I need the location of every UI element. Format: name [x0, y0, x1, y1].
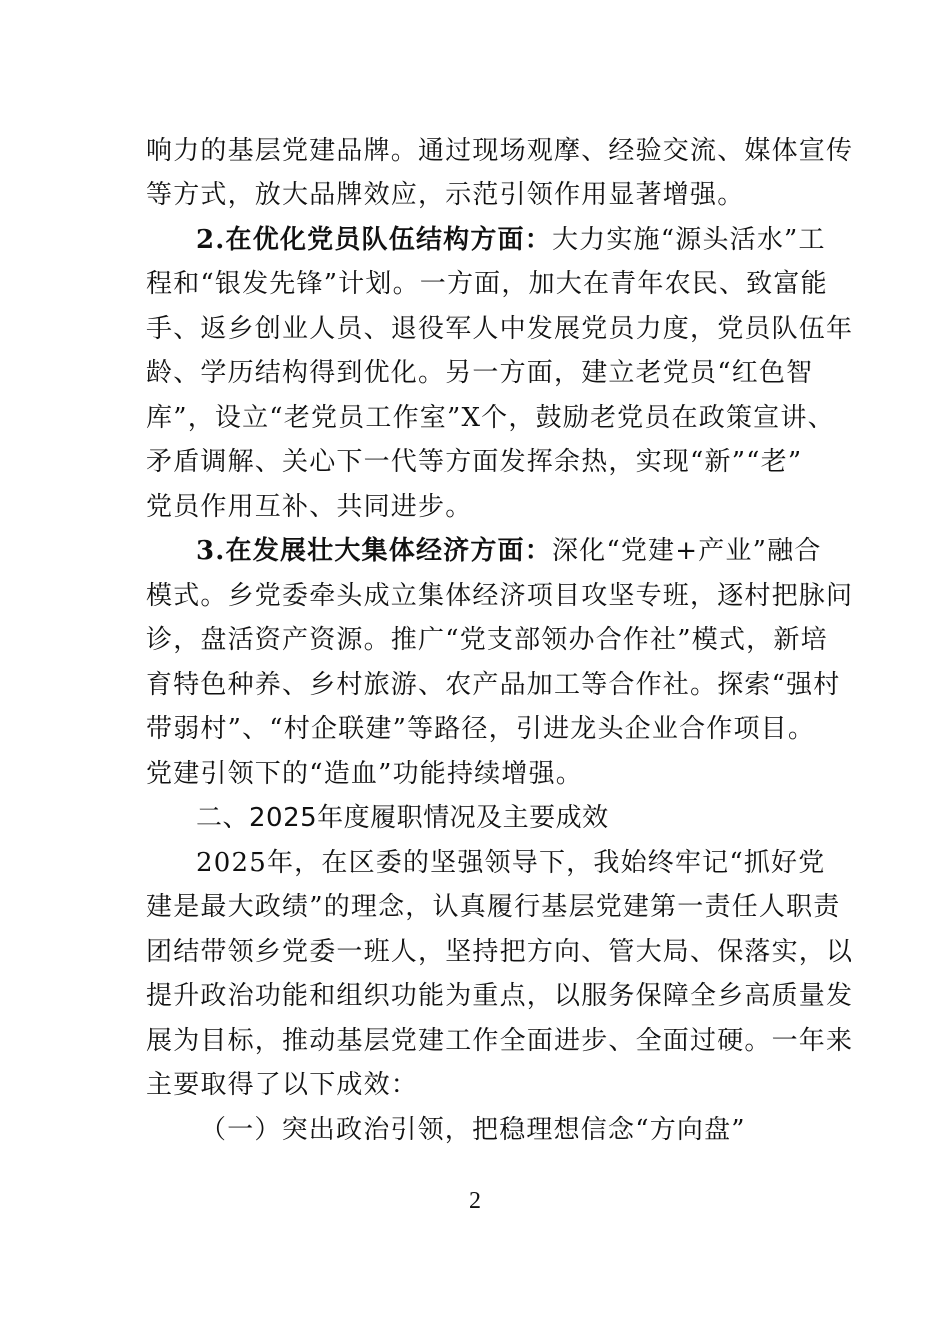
paragraph-3-heading: 3.在发展壮大集体经济方面： [196, 536, 552, 566]
text-line: 带弱村”、“村企联建”等路径，引进龙头企业合作项目。 [146, 714, 816, 744]
text-line: 等方式，放大品牌效应，示范引领作用显著增强。 [146, 180, 745, 210]
text-line: 提升政治功能和组织功能为重点，以服务保障全乡高质量发 [146, 981, 854, 1011]
paragraph-2-heading: 2.在优化党员队伍结构方面： [196, 225, 552, 255]
text-line: 展为目标，推动基层党建工作全面进步、全面过硬。一年来 [146, 1026, 854, 1056]
text-line: 程和“银发先锋”计划。一方面，加大在青年农民、致富能 [146, 269, 828, 299]
text-line: 党员作用互补、共同进步。 [146, 492, 473, 522]
text-line: 育特色种养、乡村旅游、农产品加工等合作社。探索“强村 [146, 670, 841, 700]
section-heading: 二、2025年度履职情况及主要成效 [196, 803, 609, 833]
paragraph-2-first-line [196, 225, 826, 255]
text-line: 2025年，在区委的坚强领导下，我始终牢记“抓好党 [196, 848, 826, 878]
paragraph-3-first-line [196, 536, 822, 566]
text-line: 响力的基层党建品牌。通过现场观摩、经验交流、媒体宣传 [146, 136, 854, 166]
text-line: 手、返乡创业人员、退役军人中发展党员力度，党员队伍年 [146, 314, 854, 344]
text-line: 建是最大政绩”的理念，认真履行基层党建第一责任人职责 [146, 892, 841, 922]
paragraph-2-text: 大力实施“源头活水”工 [551, 225, 826, 255]
text-line: 主要取得了以下成效： [146, 1070, 419, 1100]
subsection-heading: （一）突出政治引领，把稳理想信念“方向盘” [200, 1115, 746, 1145]
text-line: 党建引领下的“造血”功能持续增强。 [146, 759, 583, 789]
text-line: 团结带领乡党委一班人，坚持把方向、管大局、保落实，以 [146, 937, 854, 967]
text-line: 库”，设立“老党员工作室”X个，鼓励老党员在政策宣讲、 [146, 403, 835, 433]
paragraph-3-text: 深化“党建+产业”融合 [551, 536, 822, 566]
text-line: 诊，盘活资产资源。推广“党支部领办合作社”模式，新培 [146, 625, 828, 655]
text-line: 龄、学历结构得到优化。另一方面，建立老党员“红色智 [146, 358, 814, 388]
text-line: 矛盾调解、关心下一代等方面发挥余热，实现“新”“老” [146, 447, 803, 477]
page-number: 2 [469, 1188, 481, 1214]
text-line: 模式。乡党委牵头成立集体经济项目攻坚专班，逐村把脉问 [146, 581, 854, 611]
